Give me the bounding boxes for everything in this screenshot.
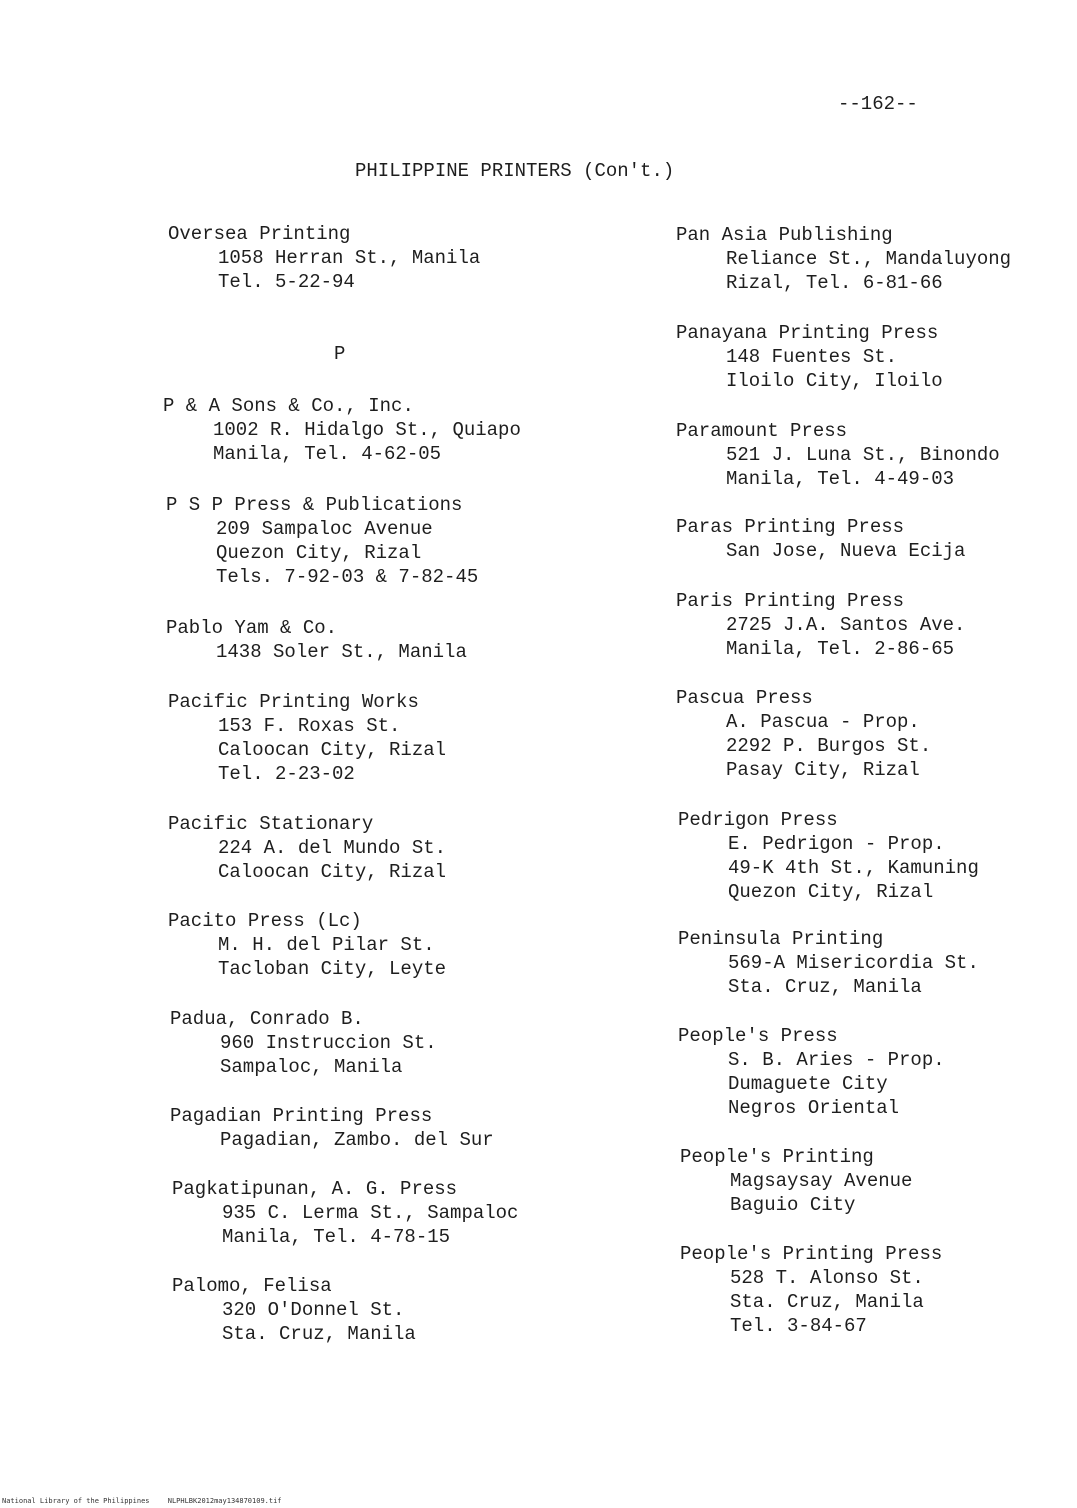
entry-line: E. Pedrigon - Prop.	[728, 833, 945, 855]
entry-line: 960 Instruccion St.	[220, 1032, 437, 1054]
entry-name: Pascua Press	[676, 687, 813, 709]
entry-line: Sampaloc, Manila	[220, 1056, 403, 1078]
page-number: --162--	[838, 93, 918, 115]
entry-line: 2292 P. Burgos St.	[726, 735, 932, 757]
scan-footer	[2, 1497, 296, 1505]
page-title: PHILIPPINE PRINTERS (Con't.)	[355, 160, 675, 182]
entry-name: Panayana Printing Press	[676, 322, 939, 344]
footer-library: National Library of the Philippines	[2, 1497, 150, 1505]
entry-line: 2725 J.A. Santos Ave.	[726, 614, 966, 636]
directory-entry	[163, 394, 521, 466]
entry-line: S. B. Aries - Prop.	[728, 1049, 945, 1071]
entry-line: 528 T. Alonso St.	[730, 1267, 924, 1289]
directory-entry	[168, 690, 446, 786]
footer-file: NLPHLBK2012may134870109.tif	[167, 1497, 282, 1505]
directory-entry	[170, 1104, 494, 1152]
directory-entry	[166, 493, 478, 589]
entry-line: 1438 Soler St., Manila	[216, 641, 467, 663]
entry-line: Manila, Tel. 4-49-03	[726, 468, 955, 490]
entry-name: Paris Printing Press	[676, 590, 905, 612]
entry-line: A. Pascua - Prop.	[726, 711, 920, 733]
entry-name: People's Press	[678, 1025, 838, 1047]
entry-line: Pasay City, Rizal	[726, 759, 920, 781]
entry-line: Caloocan City, Rizal	[218, 739, 447, 761]
entry-name: Peninsula Printing	[678, 928, 884, 950]
entry-name: Oversea Printing	[168, 223, 351, 245]
entry-line: 224 A. del Mundo St.	[218, 837, 447, 859]
entry-line: Manila, Tel. 4-78-15	[222, 1226, 451, 1248]
entry-name: People's Printing	[680, 1146, 874, 1168]
directory-entry	[676, 686, 931, 782]
directory-entry	[676, 223, 1011, 295]
directory-entry	[678, 927, 979, 999]
entry-line: Magsaysay Avenue	[730, 1170, 913, 1192]
entry-line: Manila, Tel. 2-86-65	[726, 638, 955, 660]
entry-name: Pablo Yam & Co.	[166, 617, 338, 639]
entry-line: 209 Sampaloc Avenue	[216, 518, 433, 540]
entry-name: Pacific Printing Works	[168, 691, 419, 713]
entry-line: Quezon City, Rizal	[216, 542, 422, 564]
entry-line: Rizal, Tel. 6-81-66	[726, 272, 943, 294]
entry-name: Palomo, Felisa	[172, 1275, 332, 1297]
entry-line: Quezon City, Rizal	[728, 881, 934, 903]
directory-entry	[168, 222, 480, 294]
entry-line: Tel. 5-22-94	[218, 271, 355, 293]
directory-entry	[168, 812, 446, 884]
directory-entry	[170, 1007, 437, 1079]
entry-line: Dumaguete City	[728, 1073, 888, 1095]
entry-line: Caloocan City, Rizal	[218, 861, 447, 883]
entry-line: Tels. 7-92-03 & 7-82-45	[216, 566, 479, 588]
directory-entry	[172, 1177, 518, 1249]
entry-name: Pacific Stationary	[168, 813, 374, 835]
directory-entry	[168, 909, 446, 981]
entry-line: Tacloban City, Leyte	[218, 958, 447, 980]
directory-entry	[676, 419, 1000, 491]
entry-line: Tel. 3-84-67	[730, 1315, 867, 1337]
entry-line: 569-A Misericordia St.	[728, 952, 979, 974]
entry-line: 935 C. Lerma St., Sampaloc	[222, 1202, 519, 1224]
entry-line: Sta. Cruz, Manila	[222, 1323, 416, 1345]
entry-line: Sta. Cruz, Manila	[730, 1291, 924, 1313]
entry-line: 1002 R. Hidalgo St., Quiapo	[213, 419, 521, 441]
entry-name: Pagkatipunan, A. G. Press	[172, 1178, 458, 1200]
entry-name: Pagadian Printing Press	[170, 1105, 433, 1127]
entry-line: 148 Fuentes St.	[726, 346, 898, 368]
entry-line: Iloilo City, Iloilo	[726, 370, 943, 392]
directory-entry	[676, 321, 943, 393]
entry-line: Negros Oriental	[728, 1097, 900, 1119]
entry-name: Paramount Press	[676, 420, 848, 442]
entry-line: Sta. Cruz, Manila	[728, 976, 922, 998]
entry-name: P & A Sons & Co., Inc.	[163, 395, 414, 417]
directory-entry	[678, 1024, 945, 1120]
letter-heading: P	[334, 343, 346, 365]
directory-entry	[172, 1274, 416, 1346]
entry-name: Pacito Press (Lc)	[168, 910, 362, 932]
directory-entry	[676, 515, 965, 563]
entry-line: 153 F. Roxas St.	[218, 715, 401, 737]
entry-name: People's Printing Press	[680, 1243, 943, 1265]
entry-line: Reliance St., Mandaluyong	[726, 248, 1012, 270]
entry-line: Pagadian, Zambo. del Sur	[220, 1129, 494, 1151]
directory-entry	[678, 808, 979, 904]
entry-line: Baguio City	[730, 1194, 856, 1216]
entry-line: Tel. 2-23-02	[218, 763, 355, 785]
entry-line: San Jose, Nueva Ecija	[726, 540, 966, 562]
entry-line: 49-K 4th St., Kamuning	[728, 857, 979, 879]
entry-name: Paras Printing Press	[676, 516, 905, 538]
entry-line: 1058 Herran St., Manila	[218, 247, 481, 269]
entry-line: 320 O'Donnel St.	[222, 1299, 405, 1321]
entry-name: Padua, Conrado B.	[170, 1008, 364, 1030]
entry-name: Pedrigon Press	[678, 809, 838, 831]
directory-entry	[680, 1242, 942, 1338]
entry-name: Pan Asia Publishing	[676, 224, 893, 246]
directory-entry	[166, 616, 467, 664]
directory-entry	[680, 1145, 912, 1217]
entry-line: M. H. del Pilar St.	[218, 934, 435, 956]
entry-name: P S P Press & Publications	[166, 494, 463, 516]
directory-entry	[676, 589, 965, 661]
entry-line: 521 J. Luna St., Binondo	[726, 444, 1000, 466]
entry-line: Manila, Tel. 4-62-05	[213, 443, 442, 465]
